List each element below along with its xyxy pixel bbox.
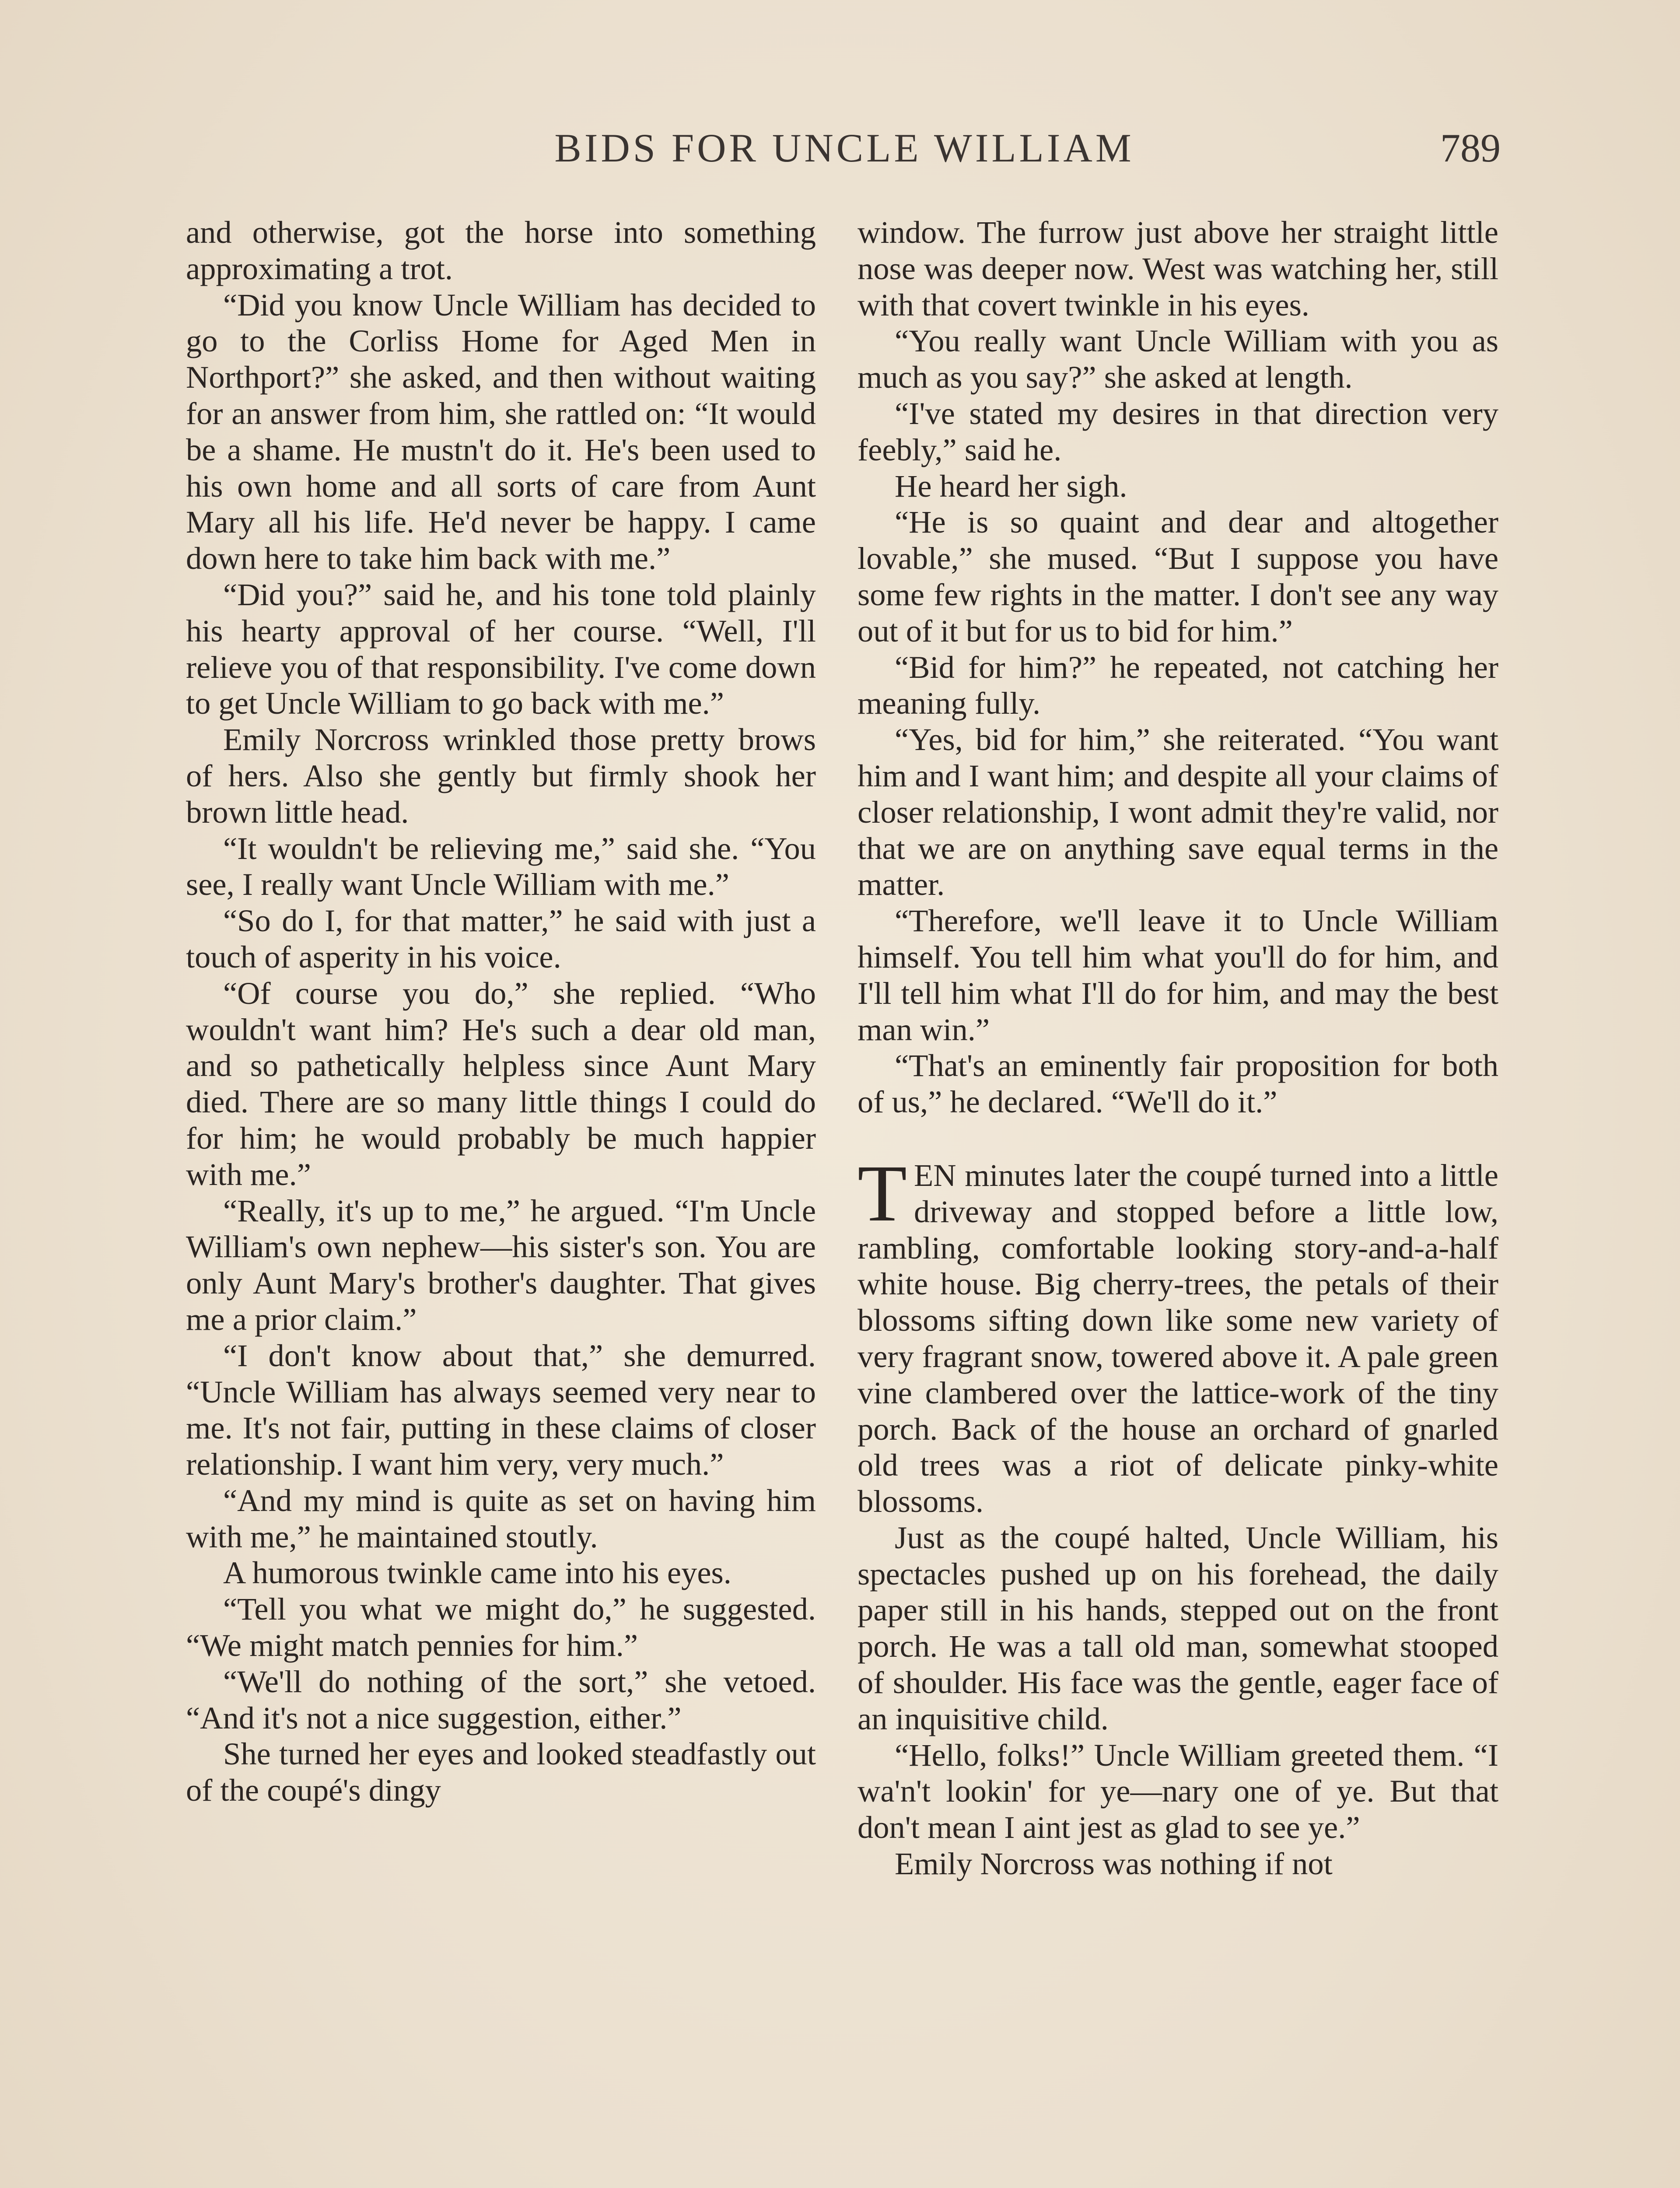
paragraph: and otherwise, got the horse into something approximating a trot.	[186, 214, 816, 286]
paragraph: He heard her sigh.	[895, 468, 1127, 504]
paragraph: “I've stated my desires in that direction very feebly,” said he.	[858, 395, 1498, 467]
paragraph: “So do I, for that matter,” he said with just a touch of asperity in his voice.	[186, 903, 816, 975]
page-number: 789	[1440, 126, 1501, 170]
running-head: BIDS FOR UNCLE WILLIAM	[554, 126, 1134, 170]
page-header	[188, 125, 1501, 177]
right-column	[858, 214, 1498, 1882]
paragraph: “Hello, folks!” Uncle William greeted them. “I wa'n't lookin' for ye—nary one of ye. But that don't mean I aint jest as glad to see ye.”	[858, 1737, 1498, 1845]
paragraph: “Tell you what we might do,” he suggested. “We might match pennies for him.”	[186, 1591, 816, 1663]
paragraph: “You really want Uncle William with you as much as you say?” she asked at length.	[858, 323, 1498, 395]
paragraph: Emily Norcross was nothing if not	[895, 1846, 1333, 1882]
section-opening-paragraph	[858, 1148, 1498, 1520]
paragraph: “It wouldn't be relieving me,” said she. “You see, I really want Uncle William with me.”	[186, 830, 816, 902]
paragraph: “Therefore, we'll leave it to Uncle William himself. You tell him what you'll do for him, and I'll tell him what I'll do for him, and may the best man win.”	[858, 903, 1498, 1047]
paragraph: “He is so quaint and dear and altogether lovable,” she mused. “But I suppose you have some few rights in the matter. I don't see any way out of it but for us to bid for him.”	[858, 504, 1498, 649]
paragraph: She turned her eyes and looked steadfastly out of the coupé's dingy	[186, 1736, 816, 1808]
paragraph: A humorous twinkle came into his eyes.	[223, 1555, 732, 1591]
paragraph: “We'll do nothing of the sort,” she vetoed. “And it's not a nice suggestion, either.”	[186, 1663, 816, 1736]
paragraph: “Bid for him?” he repeated, not catching her meaning fully.	[858, 649, 1498, 721]
paragraph: “Yes, bid for him,” she reiterated. “You want him and I want him; and despite all your claims of closer relationship, I wont admit they're valid, nor that we are on anything save equal terms in the matter.	[858, 722, 1498, 902]
paragraph: “Did you know Uncle William has decided to go to the Corliss Home for Aged Men in Northport?” she asked, and then without waiting for an answer from him, she rattled on: “It would be a shame. He mustn't do it. He's been used to his own home and all sorts of care from Aunt Mary all his life. He'd never be happy. I came down here to take him back with me.”	[186, 287, 816, 576]
paragraph: “Really, it's up to me,” he argued. “I'm Uncle William's own nephew—his sister's son. You are only Aunt Mary's brother's daughter. That gives me a prior claim.”	[186, 1192, 816, 1337]
paragraph: “And my mind is quite as set on having him with me,” he maintained stoutly.	[186, 1482, 816, 1554]
paragraph: window. The furrow just above her straight little nose was deeper now. West was watching her, still with that covert twinkle in his eyes.	[858, 214, 1498, 323]
paragraph: “That's an eminently fair proposition for both of us,” he declared. “We'll do it.”	[858, 1048, 1498, 1120]
left-column	[186, 214, 816, 1809]
paragraph: “Of course you do,” she replied. “Who wouldn't want him? He's such a dear old man, and so pathetically helpless since Aunt Mary died. There are so many little things I could do for him; he would probably be much happier with me.”	[186, 975, 816, 1192]
paragraph: Just as the coupé halted, Uncle William, his spectacles pushed up on his forehead, the daily paper still in his hands, stepped out on the front porch. He was a tall old man, somewhat stooped of shoulder. His face was the gentle, eager face of an inquisitive child.	[858, 1519, 1498, 1736]
paragraph: “I don't know about that,” she demurred. “Uncle William has always seemed very near to me. It's not fair, putting in these claims of closer relationship. I want him very, very much.”	[186, 1337, 816, 1482]
drop-cap: T	[858, 1148, 907, 1238]
paragraph: Emily Norcross wrinkled those pretty brows of hers. Also she gently but firmly shook her brown little head.	[186, 722, 816, 830]
section-opening-text: EN minutes later the coupé turned into a little driveway and stopped before a little low, rambling, comfortable looking story-and-a-half white house. Big cherry-trees, the petals of their blossoms sifting down like some new variety of very fragrant snow, towered above it. A pale green vine clambered over the lattice-work of the tiny porch. Back of the house an orchard of gnarled old trees was a riot of delicate pinky-white blossoms.	[858, 1157, 1498, 1519]
paragraph: “Did you?” said he, and his tone told plainly his hearty approval of her course. “Well, I'll relieve you of that responsibility. I've come down to get Uncle William to go back with me.”	[186, 576, 816, 721]
